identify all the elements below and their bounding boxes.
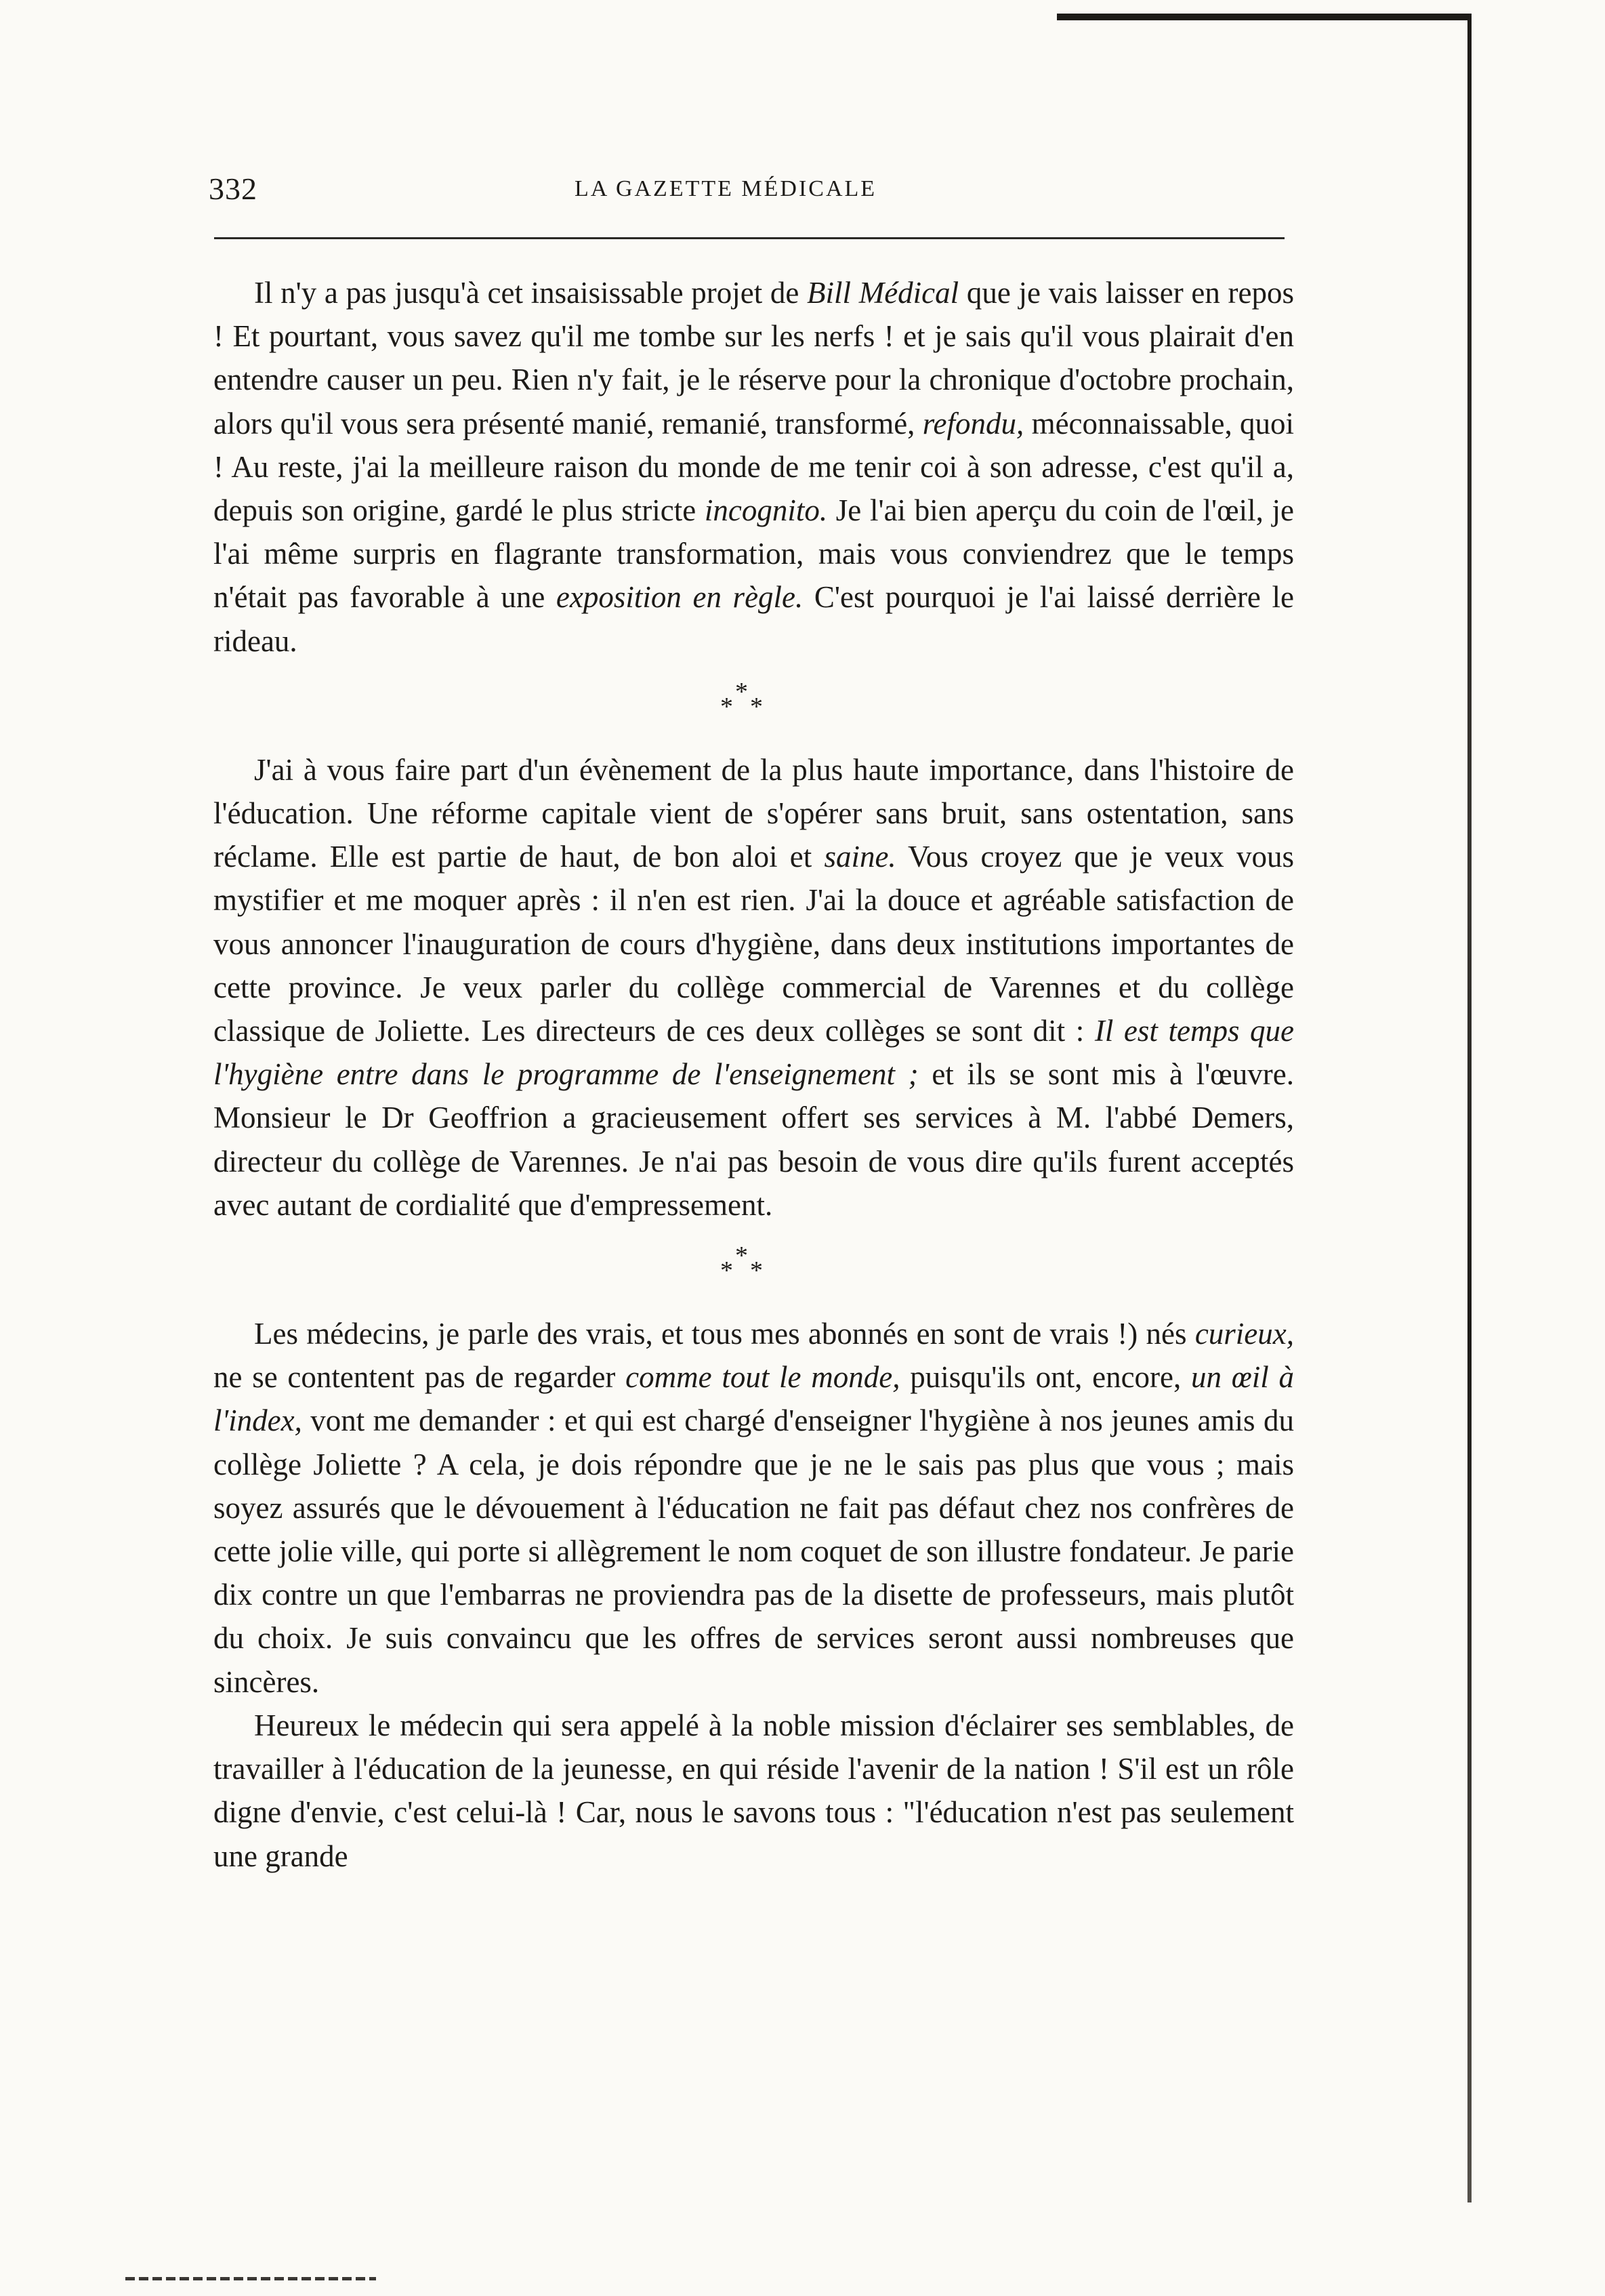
- scan-edge-bottom: [125, 2277, 376, 2280]
- text-run: Je l'ai bien aperçu du coin de l'œil, je l'ai même surpris en flagrante transformation, mais vous conviendrez que le temps n'était pas favorable à une: [213, 493, 1294, 615]
- asterism-divider: [213, 663, 1294, 748]
- text-run: J'ai à vous faire part d'un évènement de la plus haute importance, dans l'histoire de l'éducation. Une réforme capitale vient de s'opérer sans bruit, sans ostentation, sans réclame. Elle est partie de haut, de bon aloi et: [213, 752, 1294, 874]
- header-rule: [214, 237, 1285, 239]
- page-number: 332: [209, 171, 257, 206]
- text-run: puisqu'ils ont, encore,: [900, 1360, 1191, 1395]
- scan-edge-right: [1467, 14, 1472, 2202]
- text-run: et ils se sont mis à l'œuvre. Monsieur le Dr Geoffrion a gracieusement offert ses services à M. l'abbé Demers, directeur du collège de Varennes. Je n'ai pas besoin de vous dire qu'ils furent acceptés avec autant de cordialité que d'empressement.: [213, 1057, 1294, 1222]
- asterism-star: *: [720, 1256, 733, 1286]
- asterism-star: *: [750, 692, 763, 721]
- text-run: vont me demander : et qui est chargé d'enseigner l'hygiène à nos jeunes amis du collège Joliette ? A cela, je dois répondre que je ne le sais pas plus que vous ; mais soyez assurés que le dévouement à l'éducation ne fait pas défaut chez nos confrères de cette jolie ville, qui porte si allègrement le nom coquet de son illustre fondateur. Je parie dix contre un que l'embarras ne proviendra pas de la disette de professeurs, mais plutôt du choix. Je suis convaincu que les offres de services seront aussi nombreuses que sincères.: [213, 1403, 1294, 1699]
- running-title: LA GAZETTE MÉDICALE: [575, 176, 877, 201]
- text-run: que je vais laisser en repos ! Et pourtant, vous savez qu'il me tombe sur les nerfs ! et je sais qu'il vous plairait d'en entendre causer un peu. Rien n'y fait, je le réserve pour la chronique d'octobre prochain, alors qu'il vous sera présenté manié, remanié, transformé,: [213, 276, 1295, 440]
- italic-run: Il est temps que l'hygiène entre dans le programme de l'enseignement ;: [213, 1014, 1295, 1092]
- italic-run: incognito.: [704, 493, 828, 528]
- asterism-divider: [213, 1227, 1294, 1312]
- scan-edge-top: [1057, 14, 1470, 20]
- italic-run: comme tout le monde,: [625, 1360, 900, 1395]
- text-run: Vous croyez que je veux vous mystifier et me moquer après : il n'en est rien. J'ai la douce et agréable satisfaction de vous annoncer l'inauguration de cours d'hygiène, dans deux institutions importantes de cette province. Je veux parler du collège commercial de Varennes et du collège classique de Joliette. Les directeurs de ces deux collèges se sont dit :: [213, 840, 1294, 1048]
- text-run: Il n'y a pas jusqu'à cet insaisissable projet de: [254, 276, 808, 310]
- paragraph-4: [213, 1704, 1294, 1878]
- paragraph-3: [213, 1312, 1294, 1704]
- italic-run: refondu,: [922, 406, 1024, 440]
- italic-run: curieux,: [1194, 1317, 1294, 1351]
- asterism-star: *: [735, 1242, 748, 1271]
- text-run: méconnaissable, quoi ! Au reste, j'ai la meilleure raison du monde de me tenir coi à son adresse, c'est qu'il a, depuis son origine, gardé le plus stricte: [213, 406, 1294, 528]
- text-run: ne se contentent pas de regarder: [213, 1360, 626, 1395]
- text-run: Heureux le médecin qui sera appelé à la noble mission d'éclairer ses semblables, de travailler à l'éducation de la jeunesse, en qui réside l'avenir de la nation ! S'il est un rôle digne d'envie, c'est celui-là ! Car, nous le savons tous : "l'éducation n'est pas seulement une grande: [213, 1708, 1294, 1873]
- text-run: Les médecins, je parle des vrais, et tous mes abonnés en sont de vrais !) nés: [254, 1317, 1195, 1351]
- article-body: [213, 271, 1294, 1878]
- paragraph-1: [213, 271, 1294, 663]
- italic-run: un œil à l'index,: [213, 1360, 1294, 1438]
- italic-run: saine.: [824, 840, 896, 874]
- asterism-star: *: [735, 677, 748, 706]
- asterism-star: *: [720, 692, 733, 721]
- page-header: [209, 171, 1266, 211]
- paragraph-2: [213, 748, 1294, 1227]
- italic-run: exposition en règle.: [556, 580, 804, 615]
- asterism-star: *: [750, 1256, 763, 1286]
- italic-run: Bill Médical: [807, 276, 959, 310]
- text-run: C'est pourquoi je l'ai laissé derrière le rideau.: [213, 580, 1294, 658]
